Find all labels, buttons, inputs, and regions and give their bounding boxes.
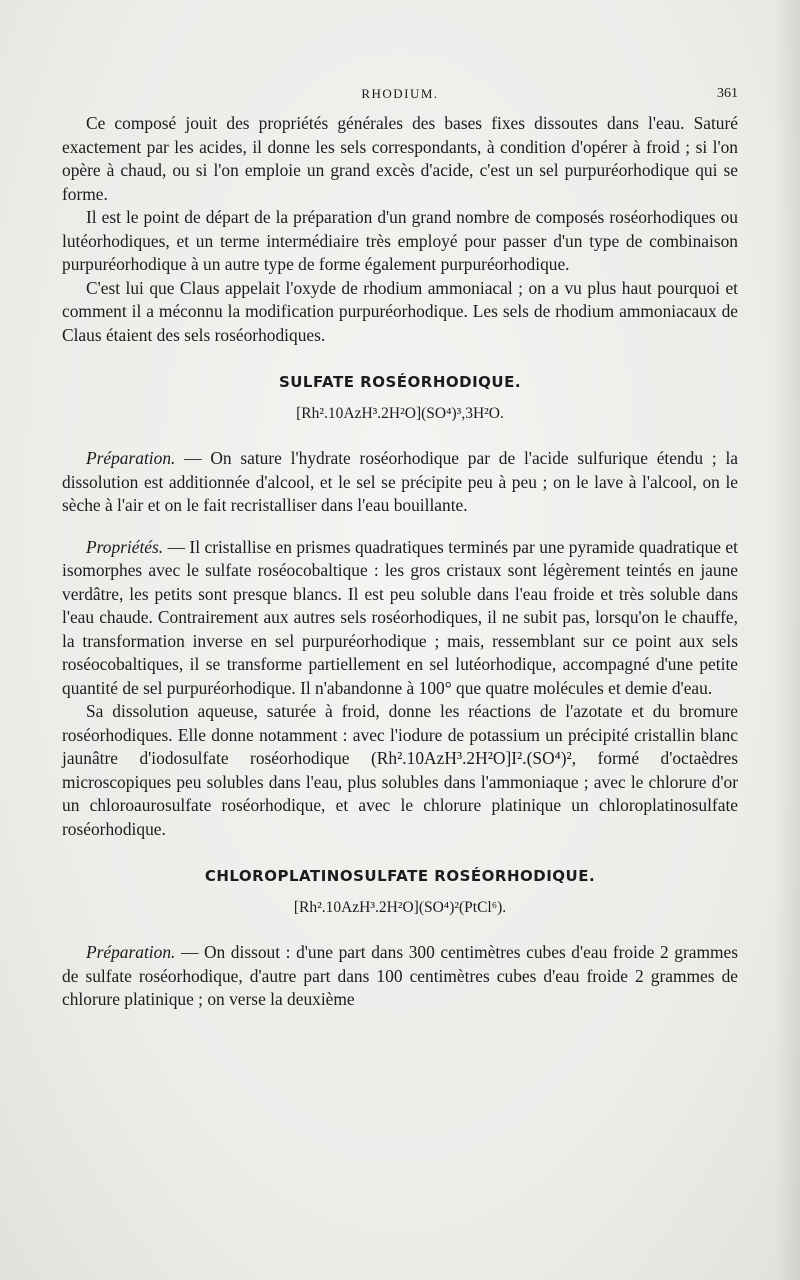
paragraph-claus: C'est lui que Claus appelait l'oxyde de rhodium ammoniacal ; on a vu plus haut pourquoi et comment il a méconnu la modification purpuréorhodique. Les sels de rhodium ammoniacaux de Claus étaient des sels roséorhodiques. xyxy=(62,277,738,345)
formula-sulfate: [Rh².10AzH³.2H²O](SO⁴)³,3H²O. xyxy=(296,405,504,422)
page-edge-shadow xyxy=(774,0,800,1280)
paragraph-starting-point: Il est le point de départ de la préparation d'un grand nombre de composés roséorhodiques ou lutéorhodiques, et un terme intermédiaire très employé pour passer d'un type de combinaison purpuréorhodique à un autre type de forme également purpuréorhodique. xyxy=(62,207,738,274)
label-preparation: Préparation. xyxy=(86,448,176,468)
body-text xyxy=(62,112,738,1012)
text-properties: — Il cristallise en prismes quadratiques terminés par une pyramide quadratique et isomorphes avec le sulfate roséocobaltique : les gros cristaux sont légèrement teintés en jaune verdâtre, les petits sont presque blancs. Il est peu soluble dans l'eau froide et très soluble dans l'eau chaude. Contrairement aux autres sels roséorhodiques, il ne subit pas, lorsqu'on le chauffe, la transformation inverse en sel purpuréorhodique ; mais, ressemblant sur ce point aux sels roséocobaltiques, il se transforme partiellement en sel lutéorhodique, accompagné d'une petite quantité de sel purpuréorhodique. Il n'abandonne à 100° que quatre molécules et demie d'eau. xyxy=(62,536,738,698)
text-preparation-2: — On dissout : d'une part dans 300 centimètres cubes d'eau froide 2 grammes de sulfate roséorhodique, d'autre part dans 100 centimètres cubes d'eau froide 2 grammes de chlorure platinique ; on verse la deuxième xyxy=(62,942,738,1009)
running-head xyxy=(62,86,738,106)
text-preparation: — On sature l'hydrate roséorhodique par de l'acide sulfurique étendu ; la dissolution est additionnée d'alcool, et le sel se précipite peu à peu ; on le lave à l'alcool, on le sèche à l'air et on le fait recristalliser dans l'eau bouillante. xyxy=(62,448,738,515)
paragraph-properties-general: Ce composé jouit des propriétés générales des bases fixes dissoutes dans l'eau. Saturé exactement par les acides, il donne les sels correspondants, à condition d'opérer à froid ; si l'on opère à chaud, ou si l'on emploie un grand excès d'acide, c'est un sel purpuréorhodique qui se forme. xyxy=(62,113,738,204)
paragraph-solution-reactions: Sa dissolution aqueuse, saturée à froid, donne les réactions de l'azotate et du bromure roséorhodiques. Elle donne notamment : avec l'iodure de potassium un précipité cristallin blanc jaunâtre d'iodosulfate roséorhodique (Rh².10AzH³.2H²O]I².(SO⁴)², formé d'octaèdres microscopiques peu solubles dans l'eau, plus solubles dans l'ammoniaque ; avec le chlorure d'or un chloroaurosulfate roséorhodique, et avec le chlorure platinique un chloroplatinosulfate roséorhodique. xyxy=(62,701,738,839)
section-title-chloroplatinosulfate: CHLOROPLATINOSULFATE ROSÉORHODIQUE. xyxy=(204,867,596,885)
paragraph-preparation-sulfate xyxy=(62,447,738,518)
page-number: 361 xyxy=(717,86,738,101)
label-properties: Propriétés. xyxy=(86,536,164,557)
paragraph-properties-sulfate xyxy=(62,536,738,701)
section-title-sulfate: SULFATE ROSÉORHODIQUE. xyxy=(278,373,522,391)
label-preparation-2: Préparation. xyxy=(86,942,176,962)
paragraph-preparation-chloroplatinosulfate xyxy=(62,941,738,1012)
formula-chloroplatinosulfate: [Rh².10AzH³.2H²O](SO⁴)²(PtCl⁶). xyxy=(293,899,507,916)
running-title: RHODIUM. xyxy=(361,86,439,101)
